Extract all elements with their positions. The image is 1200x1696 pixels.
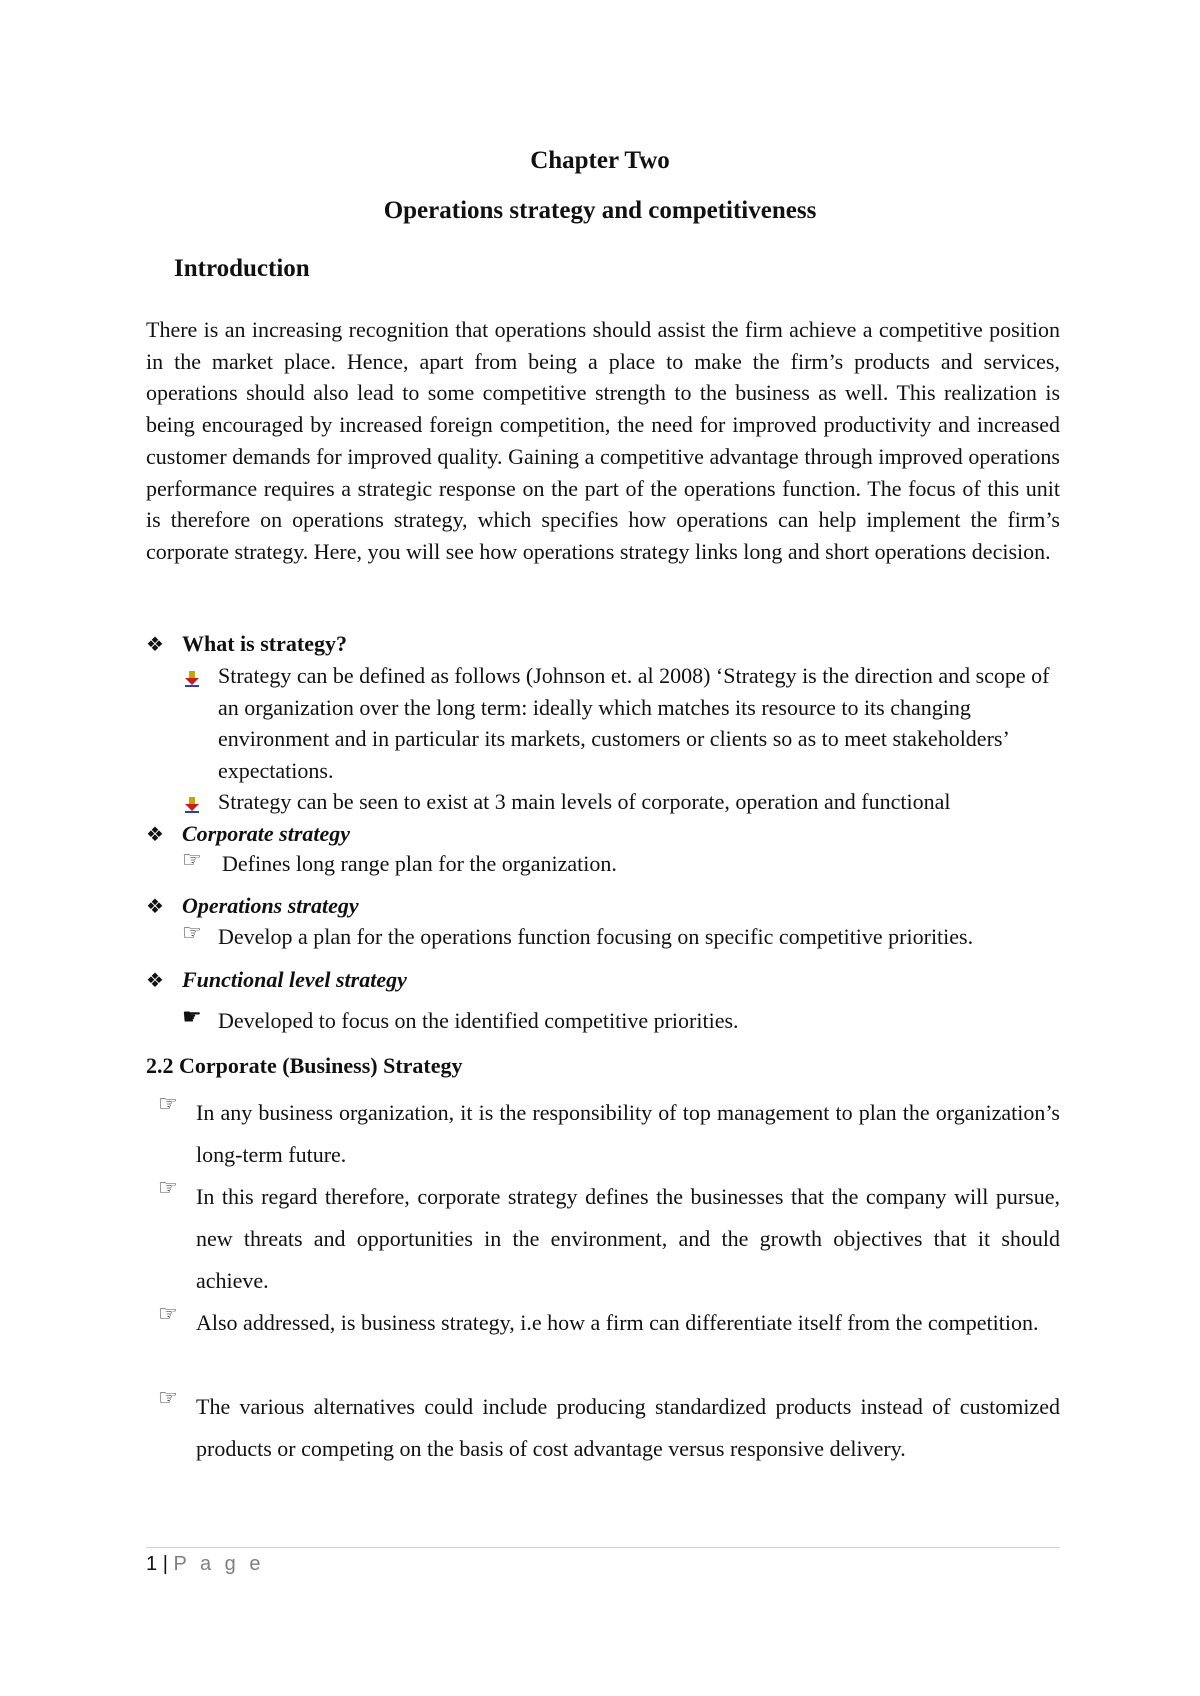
intro-heading: Introduction: [174, 255, 310, 282]
strategy-levels-item: Strategy can be seen to exist at 3 main levels of corporate, operation and functional: [218, 789, 951, 814]
functional-strategy-heading: Functional level strategy: [182, 967, 407, 992]
chapter-subtitle: Operations strategy and competitiveness: [383, 197, 817, 224]
down-arrow-bullet-icon: [184, 796, 200, 814]
corporate-item-2: In this regard therefore, corporate strategy defines the businesses that the company will pursue, new threats and opportunities in the environment, and the growth objectives that it should achieve.: [196, 1184, 1060, 1293]
corporate-item-1: In any business organization, it is the responsibility of top management to plan the organization’s long-term future.: [196, 1100, 1060, 1167]
pointing-hand-icon: ☞: [158, 1092, 178, 1117]
four-diamond-bullet-icon: ❖: [146, 894, 164, 918]
corporate-strategy-heading: Corporate strategy: [182, 821, 351, 846]
functional-strategy-text: Developed to focus on the identified competitive priorities.: [218, 1008, 739, 1033]
corporate-item-4: The various alternatives could include producing standardized products instead of customized products or competing on the basis of cost advantage versus responsive delivery.: [196, 1394, 1060, 1461]
pointing-hand-icon: ☞: [182, 848, 202, 873]
operations-strategy-heading: Operations strategy: [182, 893, 359, 918]
page-separator: |: [162, 1553, 168, 1575]
pointing-hand-icon: ☛: [182, 1005, 202, 1030]
page-number: 1: [146, 1553, 158, 1575]
page-footer: [146, 1553, 264, 1576]
corporate-item-3: Also addressed, is business strategy, i.e how a firm can differentiate itself from the competition.: [196, 1310, 1039, 1335]
what-is-strategy-heading: What is strategy?: [182, 631, 347, 656]
section-2-2-heading: 2.2 Corporate (Business) Strategy: [146, 1053, 463, 1078]
pointing-hand-icon: ☞: [182, 921, 202, 946]
strategy-definition-item: Strategy can be defined as follows (Johnson et. al 2008) ‘Strategy is the direction and scope of an organization over the long term: ideally which matches its resource to its changing environment and in particular its markets, customers or clients so as to meet stakeholders’ expectations.: [218, 663, 1050, 784]
page-label: P a g e: [173, 1553, 265, 1575]
pointing-hand-icon: ☞: [158, 1302, 178, 1327]
chapter-title: Chapter Two: [530, 147, 670, 174]
down-arrow-bullet-icon: [184, 670, 200, 688]
pointing-hand-icon: ☞: [158, 1386, 178, 1411]
corporate-strategy-text: Defines long range plan for the organization.: [222, 851, 617, 876]
intro-paragraph: There is an increasing recognition that operations should assist the firm achieve a competitive position in the market place. Hence, apart from being a place to make the firm’s products and services, operations should also lead to some competitive strength to the business as well. This realization is being encouraged by increased foreign competition, the need for improved productivity and increased customer demands for improved quality. Gaining a competitive advantage through improved operations performance requires a strategic response on the part of the operations function. The focus of this unit is therefore on operations strategy, which specifies how operations can help implement the firm’s corporate strategy. Here, you will see how operations strategy links long and short operations decision.: [146, 317, 1060, 564]
four-diamond-bullet-icon: ❖: [146, 632, 164, 656]
footer-divider: [146, 1547, 1060, 1548]
pointing-hand-icon: ☞: [158, 1176, 178, 1201]
operations-strategy-text: Develop a plan for the operations function focusing on specific competitive priorities.: [218, 924, 974, 949]
four-diamond-bullet-icon: ❖: [146, 968, 164, 992]
four-diamond-bullet-icon: ❖: [146, 822, 164, 846]
